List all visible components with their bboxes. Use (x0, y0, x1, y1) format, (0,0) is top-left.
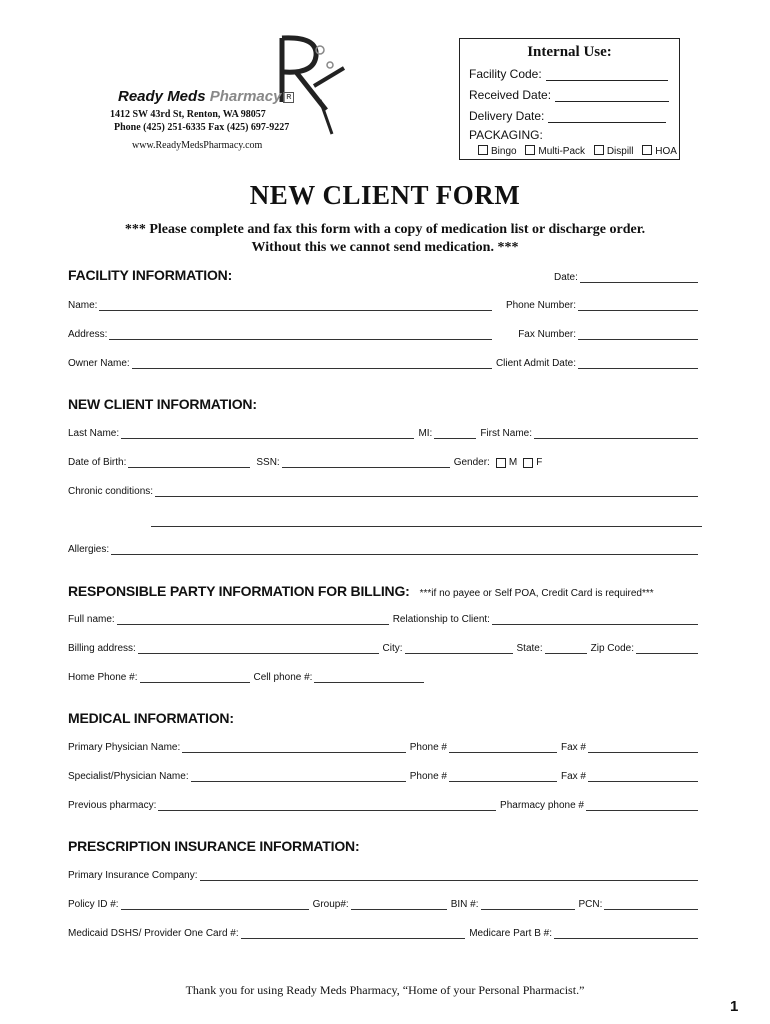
dispill-checkbox[interactable] (594, 145, 604, 155)
delivery-date-field[interactable] (548, 110, 666, 123)
medicare-label: Medicare Part B #: (469, 928, 552, 939)
state-field[interactable] (545, 643, 587, 654)
specialist-field[interactable] (191, 771, 406, 782)
medicaid-label: Medicaid DSHS/ Provider One Card #: (68, 928, 239, 939)
bin-field[interactable] (481, 899, 575, 910)
zip-code-field[interactable] (636, 643, 698, 654)
specialist-phone-label: Phone # (409, 771, 447, 782)
facility-name-row (68, 300, 702, 311)
allergies-field[interactable] (111, 544, 698, 555)
first-name-field[interactable] (534, 428, 698, 439)
home-phone-field[interactable] (140, 672, 250, 683)
ssn-label: SSN: (256, 457, 280, 468)
insurance-company-label: Primary Insurance Company: (68, 870, 198, 881)
pcn-field[interactable] (604, 899, 698, 910)
brand-name (118, 88, 294, 105)
specialist-fax-label: Fax # (560, 771, 586, 782)
pcn-label: PCN: (578, 899, 603, 910)
date-label: Date: (554, 272, 578, 283)
facility-address-row (68, 329, 702, 340)
chronic-conditions-field[interactable] (155, 486, 698, 497)
chronic-conditions-field-2[interactable] (151, 516, 702, 527)
page-number: 1 (730, 998, 739, 1015)
gender-f-label: F (536, 457, 543, 468)
pharmacy-logo-block (100, 30, 360, 160)
brand-main: Ready Meds (118, 88, 206, 105)
pharmacy-address: 1412 SW 43rd St, Renton, WA 98057 (110, 109, 266, 120)
billing-full-name-label: Full name: (68, 614, 115, 625)
billing-name-row (68, 614, 702, 625)
city-label: City: (382, 643, 403, 654)
specialist-phone-field[interactable] (449, 771, 557, 782)
notice-line-1: *** Please complete and fax this form with a copy of medication list or discharge order. (124, 222, 646, 237)
specialist-row (68, 771, 702, 782)
primary-physician-row (68, 742, 702, 753)
multi-pack-label: Multi-Pack (538, 146, 586, 157)
billing-address-label: Billing address: (68, 643, 136, 654)
facility-fax-field[interactable] (578, 329, 698, 340)
pharmacy-website: www.ReadyMedsPharmacy.com (132, 140, 263, 151)
internal-use-box (459, 38, 680, 160)
pharmacy-phone-fax: Phone (425) 251-6335 Fax (425) 697-9227 (114, 122, 290, 133)
delivery-date-row (469, 109, 666, 123)
notice-line-2: Without this we cannot send medication. *** (251, 240, 519, 255)
physician-phone-label: Phone # (409, 742, 447, 753)
primary-physician-label: Primary Physician Name: (68, 742, 181, 753)
insurance-company-row (68, 870, 702, 881)
home-phone-label: Home Phone #: (68, 672, 138, 683)
last-name-label: Last Name: (68, 428, 120, 439)
dob-field[interactable] (128, 457, 250, 468)
facility-code-label: Facility Code: (469, 67, 542, 81)
previous-pharmacy-label: Previous pharmacy: (68, 800, 157, 811)
client-admit-date-label: Client Admit Date: (495, 358, 576, 369)
billing-note: ***if no payee or Self POA, Credit Card is required*** (419, 588, 654, 599)
internal-use-title: Internal Use: (527, 44, 612, 60)
chronic-conditions-label: Chronic conditions: (68, 486, 154, 497)
owner-name-field[interactable] (132, 358, 492, 369)
thank-you-note: Thank you for using Ready Meds Pharmacy, “Home of your Personal Pharmacist.” (185, 983, 585, 997)
insurance-section-heading: PRESCRIPTION INSURANCE INFORMATION: (68, 838, 360, 854)
bingo-label: Bingo (491, 146, 517, 157)
facility-section-heading: FACILITY INFORMATION: (68, 267, 233, 283)
previous-pharmacy-field[interactable] (158, 800, 496, 811)
facility-phone-label: Phone Number: (505, 300, 576, 311)
specialist-fax-field[interactable] (588, 771, 698, 782)
physician-fax-label: Fax # (560, 742, 586, 753)
billing-phone-row (68, 672, 428, 683)
city-field[interactable] (405, 643, 513, 654)
physician-fax-field[interactable] (588, 742, 698, 753)
received-date-row (469, 88, 669, 102)
facility-code-row (469, 67, 668, 81)
insurance-company-field[interactable] (200, 870, 699, 881)
packaging-row (469, 128, 543, 142)
hoa-label: HOA (655, 146, 677, 157)
owner-name-label: Owner Name: (68, 358, 130, 369)
medicaid-row (68, 928, 702, 939)
form-title: NEW CLIENT FORM (249, 180, 521, 210)
client-dob-row (68, 457, 702, 468)
date-field[interactable] (580, 272, 698, 283)
bin-label: BIN #: (450, 899, 479, 910)
billing-section-heading (68, 583, 654, 599)
specialist-label: Specialist/Physician Name: (68, 771, 189, 782)
primary-physician-field[interactable] (182, 742, 405, 753)
allergies-label: Allergies: (68, 544, 110, 555)
mi-field[interactable] (434, 428, 476, 439)
medicare-field[interactable] (554, 928, 698, 939)
physician-phone-field[interactable] (449, 742, 557, 753)
client-name-row (68, 428, 702, 439)
allergies-row (68, 544, 702, 555)
previous-pharmacy-row (68, 800, 702, 811)
gender-label: Gender: (453, 457, 490, 468)
medicaid-field[interactable] (241, 928, 466, 939)
insurance-ids-row (68, 899, 702, 910)
client-section-heading: NEW CLIENT INFORMATION: (68, 396, 257, 412)
gender-m-label: M (508, 457, 518, 468)
facility-address-label: Address: (68, 329, 108, 340)
group-field[interactable] (351, 899, 447, 910)
policy-id-label: Policy ID #: (68, 899, 119, 910)
brand-accent: Pharmacy (209, 88, 282, 105)
registered-mark: R (283, 92, 294, 103)
packaging-options (478, 145, 683, 157)
billing-address-field[interactable] (138, 643, 379, 654)
billing-full-name-field[interactable] (117, 614, 389, 625)
bingo-checkbox[interactable] (478, 145, 488, 155)
pharmacy-phone-label: Pharmacy phone # (500, 800, 584, 811)
dispill-label: Dispill (606, 146, 634, 157)
chronic-conditions-row (68, 486, 702, 497)
received-date-field[interactable] (555, 89, 669, 102)
last-name-field[interactable] (121, 428, 414, 439)
cell-phone-field[interactable] (314, 672, 424, 683)
received-date-label: Received Date: (469, 88, 552, 102)
facility-code-field[interactable] (546, 68, 668, 81)
facility-name-field[interactable] (99, 300, 492, 311)
facility-owner-row (68, 358, 702, 369)
billing-address-row (68, 643, 702, 654)
dob-label: Date of Birth: (68, 457, 127, 468)
medical-section-heading: MEDICAL INFORMATION: (68, 710, 234, 726)
gender-m-checkbox[interactable] (496, 458, 506, 468)
billing-heading-text: RESPONSIBLE PARTY INFORMATION FOR BILLING: (68, 583, 410, 599)
multi-pack-checkbox[interactable] (525, 145, 535, 155)
first-name-label: First Name: (480, 428, 532, 439)
packaging-label: PACKAGING: (469, 128, 543, 142)
ssn-field[interactable] (282, 457, 450, 468)
facility-phone-field[interactable] (578, 300, 698, 311)
facility-address-field[interactable] (109, 329, 492, 340)
relationship-field[interactable] (492, 614, 698, 625)
facility-date-row (68, 272, 702, 283)
cell-phone-label: Cell phone #: (253, 672, 313, 683)
policy-id-field[interactable] (121, 899, 309, 910)
state-label: State: (516, 643, 543, 654)
gender-f-checkbox[interactable] (523, 458, 533, 468)
facility-name-label: Name: (68, 300, 98, 311)
relationship-label: Relationship to Client: (392, 614, 490, 625)
delivery-date-label: Delivery Date: (469, 109, 545, 123)
zip-code-label: Zip Code: (590, 643, 634, 654)
facility-fax-label: Fax Number: (518, 329, 576, 340)
group-label: Group#: (312, 899, 349, 910)
hoa-checkbox[interactable] (642, 145, 652, 155)
pharmacy-phone-field[interactable] (586, 800, 698, 811)
mi-label: MI: (418, 428, 433, 439)
client-admit-date-field[interactable] (578, 358, 698, 369)
